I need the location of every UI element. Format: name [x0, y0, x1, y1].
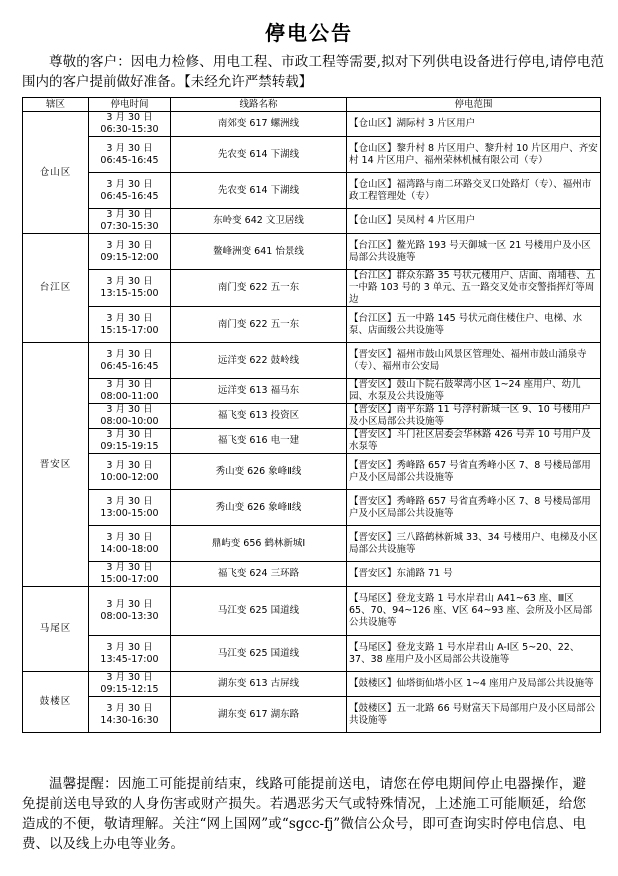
time-cell: [89, 672, 171, 697]
line-name-cell: 马江变 625 国道线: [171, 587, 347, 636]
table-row: [23, 137, 601, 173]
table-row: [23, 112, 601, 137]
outage-time-range: 13:45-17:00: [100, 653, 159, 665]
time-cell: [89, 173, 171, 209]
district-cell: 晋安区: [23, 343, 89, 587]
table-row: [23, 307, 601, 343]
district-cell: 台江区: [23, 234, 89, 343]
time-cell: [89, 697, 171, 733]
outage-date: 3 月 30 日: [106, 379, 153, 390]
outage-time-range: 06:45-16:45: [100, 190, 159, 202]
scope-cell: 【晋安区】秀峰路 657 号省直秀峰小区 7、8 号楼局部用户及小区局部公共设施等: [347, 454, 601, 490]
outage-date: 3 月 30 日: [106, 672, 153, 683]
outage-time-range: 06:45-16:45: [100, 360, 159, 372]
time-cell: [89, 454, 171, 490]
time-cell: [89, 429, 171, 454]
outage-time-range: 08:00-10:00: [100, 416, 159, 427]
table-row: [23, 672, 601, 697]
time-cell: [89, 379, 171, 404]
scope-cell: 【晋安区】福州市鼓山风景区管理处、福州市鼓山涌泉寺（专）、福州市公安局: [347, 343, 601, 379]
outage-time-range: 07:30-15:30: [100, 221, 159, 232]
time-cell: [89, 270, 171, 307]
header-time: 停电时间: [89, 98, 171, 112]
scope-cell: 【仓山区】湖际村 3 片区用户: [347, 112, 601, 137]
scope-cell: 【仓山区】黎升村 8 片区用户、黎升村 10 片区用户、齐安村 14 片区用户、福州荣林机械有限公司（专）: [347, 137, 601, 173]
line-name-cell: 南门变 622 五一东: [171, 270, 347, 307]
line-name-cell: 鼎屿变 656 鹤林新城Ⅰ: [171, 526, 347, 562]
outage-date: 3 月 30 日: [106, 599, 153, 610]
district-cell: 鼓楼区: [23, 672, 89, 733]
line-name-cell: 鳌峰洲变 641 怡景线: [171, 234, 347, 270]
outage-date: 3 月 30 日: [106, 562, 153, 573]
outage-date: 3 月 30 日: [106, 495, 153, 507]
outage-date: 3 月 30 日: [106, 209, 153, 220]
time-cell: [89, 587, 171, 636]
table-row: [23, 173, 601, 209]
outage-date: 3 月 30 日: [106, 702, 153, 714]
outage-date: 3 月 30 日: [106, 178, 153, 190]
line-name-cell: 先农变 614 下湖线: [171, 137, 347, 173]
outage-time-range: 09:15-12:15: [100, 684, 159, 695]
outage-time-range: 15:15-17:00: [100, 324, 159, 336]
scope-cell: 【晋安区】东浦路 71 号: [347, 562, 601, 587]
scope-cell: 【鼓楼区】仙塔街仙塔小区 1~4 座用户及局部公共设施等: [347, 672, 601, 697]
time-cell: [89, 343, 171, 379]
outage-date: 3 月 30 日: [106, 312, 153, 324]
table-row: [23, 636, 601, 672]
table-row: [23, 562, 601, 587]
outage-time-range: 09:15-19:15: [100, 441, 159, 452]
outage-date: 3 月 30 日: [106, 531, 153, 543]
outage-date: 3 月 30 日: [106, 142, 153, 154]
scope-cell: 【马尾区】登龙支路 1 号水岸君山 A41~63 座、Ⅲ区 65、70、94~126 座、Ⅴ区 64~93 座、会所及小区局部公共设施等: [347, 587, 601, 636]
outage-date: 3 月 30 日: [106, 641, 153, 653]
line-name-cell: 福飞变 616 电一建: [171, 429, 347, 454]
time-cell: [89, 137, 171, 173]
line-name-cell: 远洋变 613 福马东: [171, 379, 347, 404]
header-district: 辖区: [23, 98, 89, 112]
outage-time-range: 08:00-13:30: [100, 611, 159, 622]
outage-time-range: 13:15-15:00: [100, 288, 159, 299]
line-name-cell: 湖东变 617 湖东路: [171, 697, 347, 733]
district-cell: 仓山区: [23, 112, 89, 234]
table-row: [23, 454, 601, 490]
scope-cell: 【台江区】群众东路 35 号状元楼用户、店面、南埔巷、五一中路 103 号的 3 单元、五一路交叉处市交警指挥灯等周边: [347, 270, 601, 307]
table-row: [23, 429, 601, 454]
scope-cell: 【台江区】五一中路 145 号状元商住楼住户、电梯、水泵、店面级公共设施等: [347, 307, 601, 343]
outage-table-body: [23, 112, 601, 733]
scope-cell: 【晋安区】斗门社区居委会华林路 426 号弄 10 号用户及水泵等: [347, 429, 601, 454]
line-name-cell: 福飞变 613 投资区: [171, 404, 347, 429]
time-cell: [89, 307, 171, 343]
line-name-cell: 先农变 614 下湖线: [171, 173, 347, 209]
table-row: [23, 270, 601, 307]
outage-time-range: 06:30-15:30: [100, 124, 159, 135]
outage-time-range: 08:00-11:00: [100, 391, 159, 402]
line-name-cell: 秀山变 626 象峰Ⅱ线: [171, 490, 347, 526]
outage-time-range: 14:30-16:30: [100, 714, 159, 726]
time-cell: [89, 404, 171, 429]
district-cell: 马尾区: [23, 587, 89, 672]
time-cell: [89, 636, 171, 672]
line-name-cell: 马江变 625 国道线: [171, 636, 347, 672]
outage-time-range: 13:00-15:00: [100, 507, 159, 519]
notice-intro: 尊敬的客户：因电力检修、用电工程、市政工程等需要,拟对下列供电设备进行停电,请停电范围内的客户提前做好准备。【未经允许严禁转载】: [22, 54, 604, 90]
table-row: [23, 234, 601, 270]
outage-time-range: 14:00-18:00: [100, 543, 159, 555]
outage-date: 3 月 30 日: [106, 276, 153, 287]
time-cell: [89, 490, 171, 526]
outage-table: [22, 97, 601, 733]
table-row: [23, 490, 601, 526]
time-cell: [89, 209, 171, 234]
line-name-cell: 南郊变 617 螺洲线: [171, 112, 347, 137]
scope-cell: 【台江区】鳌光路 193 号天御城一区 21 号楼用户及小区局部公共设施等: [347, 234, 601, 270]
table-header-row: [23, 98, 601, 112]
line-name-cell: 湖东变 613 古屏线: [171, 672, 347, 697]
scope-cell: 【鼓楼区】五一北路 66 号财富天下局部用户及小区局部公共设施等: [347, 697, 601, 733]
table-row: [23, 697, 601, 733]
outage-time-range: 15:00-17:00: [100, 574, 159, 585]
scope-cell: 【晋安区】鼓山下院石鼓翠湾小区 1~24 座用户、幼儿园、水泵及公共设施等: [347, 379, 601, 404]
line-name-cell: 秀山变 626 象峰Ⅱ线: [171, 454, 347, 490]
line-name-cell: 福飞变 624 三环路: [171, 562, 347, 587]
notice-tips: 温馨提醒：因施工可能提前结束，线路可能提前送电，请您在停电期间停止电器操作，避免提前送电导致的人身伤害或财产损失。若遇恶劣天气或特殊情况，上述施工可能顺延，给您造成的不便，敬请理解。关注“网上国网”或“sgcc-fj”微信公众号，即可查询实时停电信息、电费、以及线上办电等业务。: [22, 775, 586, 852]
time-cell: [89, 112, 171, 137]
scope-cell: 【仓山区】吴凤村 4 片区用户: [347, 209, 601, 234]
outage-date: 3 月 30 日: [106, 429, 153, 440]
line-name-cell: 东岭变 642 文卫居线: [171, 209, 347, 234]
outage-date: 3 月 30 日: [106, 459, 153, 471]
notice-title: 停电公告: [265, 21, 353, 45]
time-cell: [89, 234, 171, 270]
outage-time-range: 06:45-16:45: [100, 154, 159, 166]
table-row: [23, 209, 601, 234]
table-row: [23, 379, 601, 404]
table-row: [23, 404, 601, 429]
outage-date: 3 月 30 日: [106, 348, 153, 360]
scope-cell: 【晋安区】三八路鹤林新城 33、34 号楼用户、电梯及小区局部公共设施等: [347, 526, 601, 562]
line-name-cell: 南门变 622 五一东: [171, 307, 347, 343]
scope-cell: 【晋安区】秀峰路 657 号省直秀峰小区 7、8 号楼局部用户及小区局部公共设施等: [347, 490, 601, 526]
scope-cell: 【晋安区】南平东路 11 号浮村新城一区 9、10 号楼用户及小区局部公共设施等: [347, 404, 601, 429]
table-row: [23, 587, 601, 636]
outage-date: 3 月 30 日: [106, 404, 153, 415]
table-row: [23, 343, 601, 379]
scope-cell: 【马尾区】登龙支路 1 号水岸君山 A-Ⅰ区 5~20、22、37、38 座用户及小区局部公共设施等: [347, 636, 601, 672]
outage-time-range: 10:00-12:00: [100, 471, 159, 483]
outage-date: 3 月 30 日: [106, 112, 153, 123]
outage-date: 3 月 30 日: [106, 239, 153, 251]
scope-cell: 【仓山区】福湾路与南二环路交叉口处路灯（专）、福州市政工程管理处（专）: [347, 173, 601, 209]
outage-time-range: 09:15-12:00: [100, 251, 159, 263]
time-cell: [89, 562, 171, 587]
line-name-cell: 远洋变 622 鼓岭线: [171, 343, 347, 379]
table-row: [23, 526, 601, 562]
header-line: 线路名称: [171, 98, 347, 112]
header-scope: 停电范围: [347, 98, 601, 112]
time-cell: [89, 526, 171, 562]
